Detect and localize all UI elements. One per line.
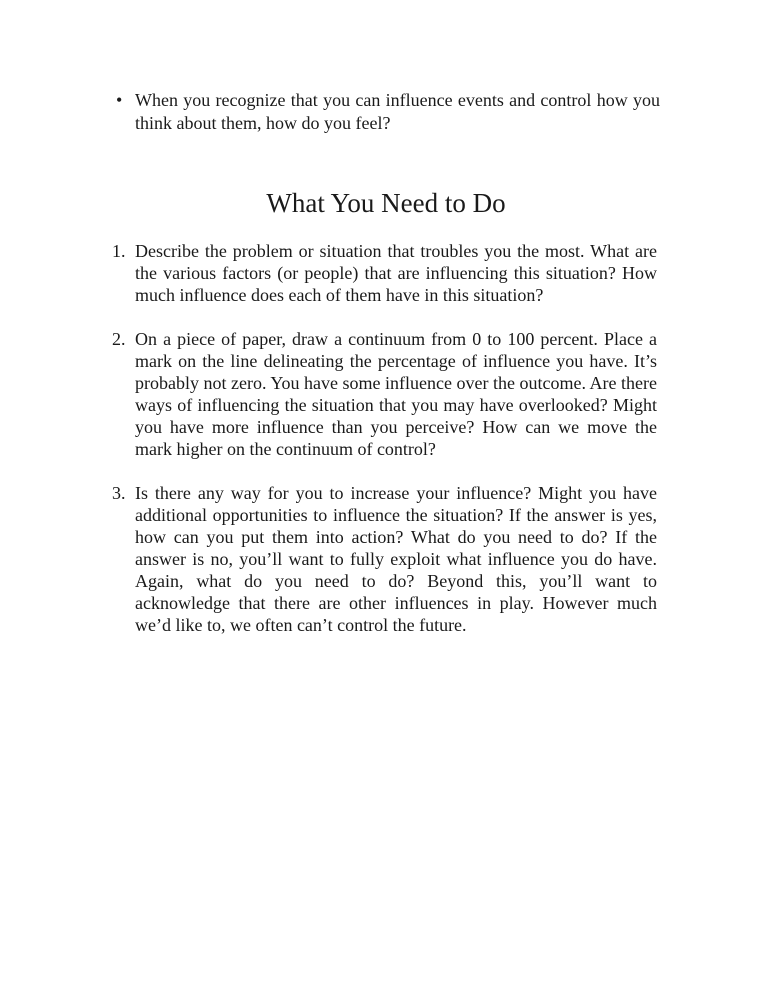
step-text: Describe the problem or situation that troubles you the most. What are the various factors (or people) that are influencing this situation? How much influence does each of them have in this situation?: [135, 241, 657, 305]
step-text: On a piece of paper, draw a continuum from 0 to 100 percent. Place a mark on the line delineating the percentage of influence you have. It’s probably not zero. You have some influence over the outcome. Are there ways of influencing the situation that you may have overlooked? Might you have more influence than you perceive? How can we move the mark higher on the continuum of control?: [135, 329, 657, 459]
steps-list: [112, 240, 657, 658]
section-title: What You Need to Do: [266, 188, 506, 218]
step-item: [112, 328, 657, 460]
step-number: 3.: [112, 483, 126, 503]
step-item: [112, 240, 657, 306]
bullet-list: [112, 89, 660, 134]
step-item: [112, 482, 657, 636]
step-text: Is there any way for you to increase your influence? Might you have additional opportunities to influence the situation? If the answer is yes, how can you put them into action? What do you need to do? If the answer is no, you’ll want to fully exploit what influence you do have. Again, what do you need to do? Beyond this, you’ll want to acknowledge that there are other influences in play. However much we’d like to, we often can’t control the future.: [135, 483, 657, 635]
bullet-dot-icon: •: [116, 90, 123, 110]
step-number: 1.: [112, 241, 126, 261]
bullet-item: [112, 89, 660, 134]
bullet-text: When you recognize that you can influence events and control how you think about them, how do you feel?: [135, 90, 660, 133]
step-number: 2.: [112, 329, 126, 349]
